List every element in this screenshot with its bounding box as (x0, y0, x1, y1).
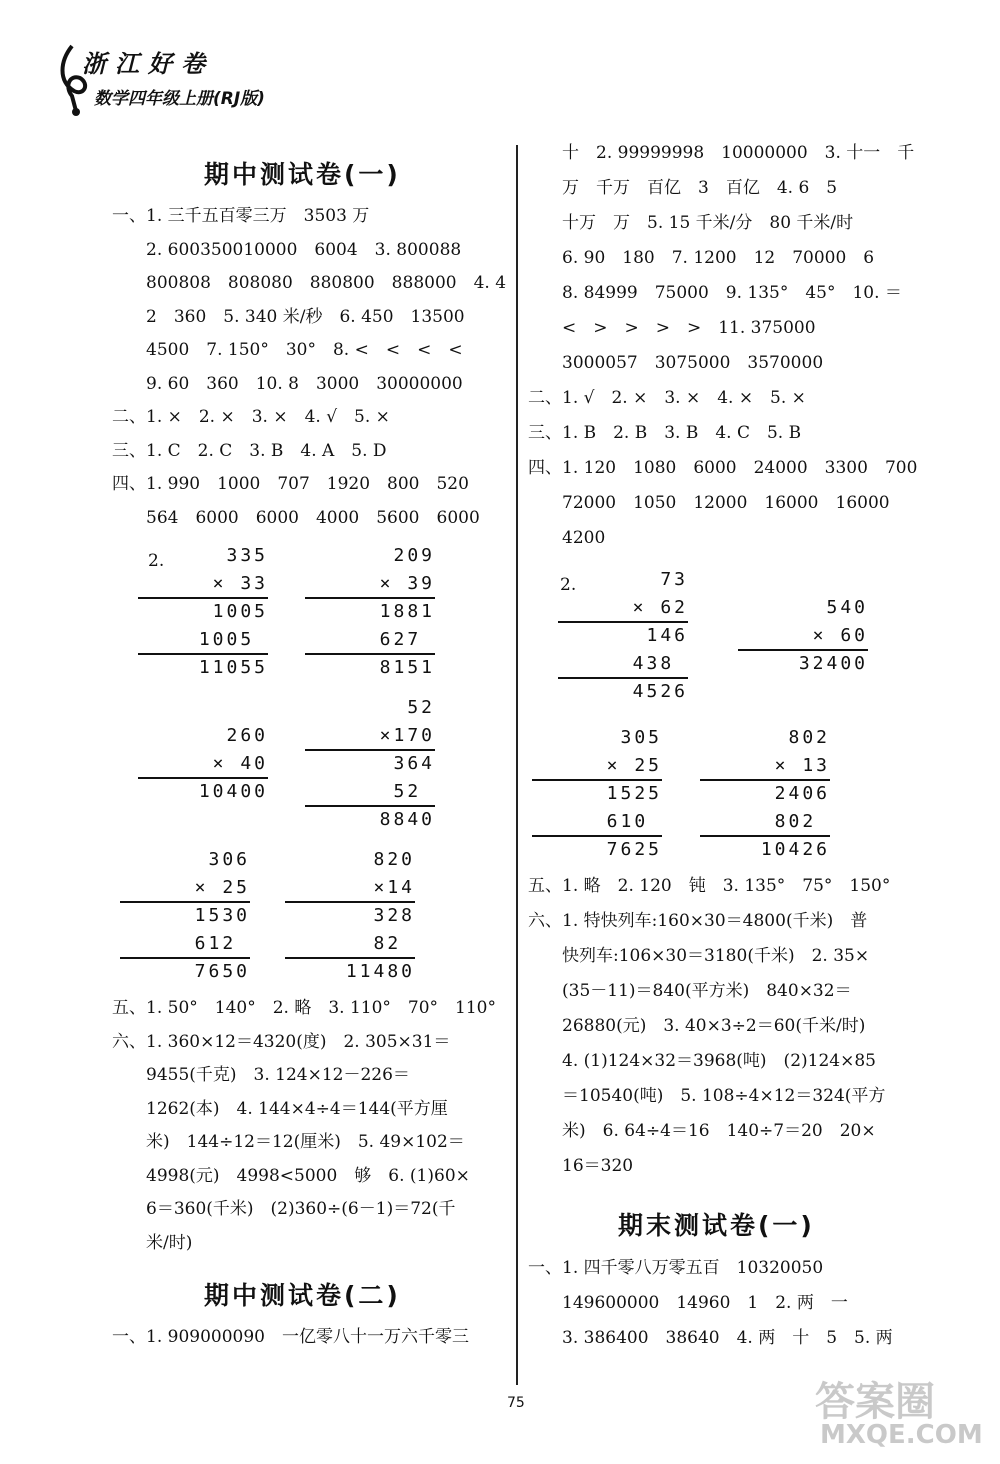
calc-row: × 39 (379, 573, 435, 594)
calc-row: × 25 (606, 755, 662, 776)
calc-row: 438 (632, 653, 688, 674)
vertical-multiplication (305, 694, 435, 834)
vertical-multiplication (120, 846, 250, 986)
calc-row: 146 (646, 625, 688, 646)
answer-line: 一、1. 909000090 一亿零八十一万六千零三 (112, 1327, 469, 1347)
calc-row: 7625 (606, 839, 662, 860)
answer-line: 564 6000 6000 4000 5600 6000 (146, 507, 480, 528)
answer-line: 米) 144÷12＝12(厘米) 5. 49×102＝ (146, 1132, 465, 1152)
calc-row: 32400 (798, 653, 868, 674)
answer-line: 四、1. 990 1000 707 1920 800 520 (112, 474, 469, 494)
vertical-multiplication (738, 594, 868, 678)
answer-line: 4200 (562, 528, 606, 548)
calc-row: 1005 (212, 601, 268, 622)
calc-row: 10426 (760, 839, 830, 860)
vertical-multiplication (138, 722, 268, 806)
calc-row: 1530 (194, 905, 250, 926)
item-label: 2. (148, 551, 165, 571)
answer-line: 万 千万 百亿 3 百亿 4. 6 5 (562, 178, 838, 198)
calc-row: 52 (407, 697, 435, 718)
answer-line: 3. 386400 38640 4. 两 十 5 5. 两 (562, 1328, 893, 1348)
calc-row: × 33 (212, 573, 268, 594)
calc-row: 1881 (379, 601, 435, 622)
calc-row: 10400 (198, 781, 268, 802)
answer-line: 4500 7. 150° 30° 8. < < < < (146, 340, 463, 360)
answer-line: 六、1. 360×12＝4320(度) 2. 305×31＝ (112, 1031, 451, 1052)
vertical-multiplication (532, 724, 662, 864)
answer-line: 十万 万 5. 15 千米/分 80 千米/时 (562, 213, 854, 233)
calc-row: 335 (226, 545, 268, 566)
answer-line: 三、1. B 2. B 3. B 4. C 5. B (528, 423, 802, 443)
answer-line: 8. 84999 75000 9. 135° 45° 10. ＝ (562, 283, 902, 303)
series-title: 浙江好卷 (82, 49, 214, 78)
vertical-multiplication (285, 846, 415, 986)
calc-row: 820 (373, 849, 415, 870)
column-divider (516, 145, 518, 1385)
answer-line: 十 2. 99999998 10000000 3. 十一 千 (562, 143, 915, 163)
calc-row: 306 (208, 849, 250, 870)
answer-line: 4. (1)124×32＝3968(吨) (2)124×85 (562, 1051, 876, 1071)
calc-row: 52 (393, 781, 435, 802)
answer-line: 米/时) (146, 1232, 193, 1253)
calc-row: 4526 (632, 681, 688, 702)
calc-row: 612 (194, 933, 250, 954)
calc-row: 1525 (606, 783, 662, 804)
vertical-multiplication (700, 724, 830, 864)
answer-line: 800808 808080 880800 888000 4. 4 (146, 273, 507, 293)
vertical-multiplication (558, 566, 688, 706)
section-title-final-1: 期末测试卷(一) (618, 1211, 815, 1240)
answer-line: 26880(元) 3. 40×3÷2＝60(千米/时) (562, 1016, 866, 1036)
calc-row: 305 (620, 727, 662, 748)
watermark-logo: 答案圈 (815, 1379, 935, 1425)
calc-row: 364 (393, 753, 435, 774)
calc-row: 260 (226, 725, 268, 746)
book-title: 数学四年级上册(RJ版) (94, 89, 265, 109)
answer-line: ＝10540(吨) 5. 108÷4×12＝324(平方 (562, 1086, 886, 1106)
answer-line: 4998(元) 4998<5000 够 6. (1)60× (146, 1165, 470, 1186)
calc-row: 209 (393, 545, 435, 566)
calc-row: 540 (826, 597, 868, 618)
page-number: 75 (507, 1395, 525, 1411)
calc-row: × 13 (774, 755, 830, 776)
answer-line: 2 360 5. 340 米/秒 6. 450 13500 (146, 306, 465, 327)
section-title-midterm-1: 期中测试卷(一) (204, 160, 401, 189)
answer-line: 6＝360(千米) (2)360÷(6－1)＝72(千 (146, 1199, 456, 1219)
answer-line: 9455(千克) 3. 124×12－226＝ (146, 1065, 410, 1085)
calc-row: 82 (373, 933, 415, 954)
answer-line: 六、1. 特快列车:160×30＝4800(千米) 普 (528, 911, 868, 931)
calc-row: 8151 (379, 657, 435, 678)
answer-line: 9. 60 360 10. 8 3000 30000000 (146, 373, 463, 394)
calc-row: 7650 (194, 961, 250, 982)
watermark-url: MXQE.COM (820, 1420, 983, 1450)
calc-row: 802 (774, 811, 830, 832)
answer-line: 一、1. 四千零八万零五百 10320050 (528, 1258, 824, 1278)
item-label: 2. (560, 575, 577, 595)
section-title-midterm-2: 期中测试卷(二) (204, 1281, 401, 1310)
calc-row: 802 (788, 727, 830, 748)
vertical-multiplication (138, 542, 268, 682)
answer-line: 3000057 3075000 3570000 (562, 353, 824, 373)
answer-line: 四、1. 120 1080 6000 24000 3300 700 (528, 458, 918, 478)
calc-row: 627 (379, 629, 435, 650)
calc-row: 8840 (379, 809, 435, 830)
answer-line: 米) 6. 64÷4＝16 140÷7＝20 20× (562, 1121, 876, 1141)
answer-line: 149600000 14960 1 2. 两 一 (562, 1293, 848, 1313)
calc-row: 2406 (774, 783, 830, 804)
calc-row: 11480 (345, 961, 415, 982)
answer-line: 16＝320 (562, 1156, 634, 1176)
calc-row: 610 (606, 811, 662, 832)
answer-line: (35－11)＝840(平方米) 840×32＝ (562, 981, 852, 1001)
answer-line: 五、1. 略 2. 120 钝 3. 135° 75° 150° (528, 876, 891, 896)
calc-row: 328 (373, 905, 415, 926)
vertical-multiplication (305, 542, 435, 682)
calc-row: × 25 (194, 877, 250, 898)
calc-row: 1005 (198, 629, 268, 650)
calc-row: 73 (660, 569, 688, 590)
answer-line: 二、1. √ 2. × 3. × 4. × 5. × (528, 388, 806, 408)
calc-row: × 62 (632, 597, 688, 618)
calc-row: × 60 (812, 625, 868, 646)
answer-line: 2. 600350010000 6004 3. 800088 (146, 239, 462, 260)
answer-line: 快列车:106×30＝3180(千米) 2. 35× (562, 946, 870, 966)
calc-row: ×170 (379, 725, 435, 746)
answer-line: 一、1. 三千五百零三万 3503 万 (112, 206, 370, 226)
answer-line: 1262(本) 4. 144×4÷4＝144(平方厘 (146, 1098, 448, 1119)
answer-line: 72000 1050 12000 16000 16000 (562, 493, 890, 513)
calc-row: × 40 (212, 753, 268, 774)
calc-row: 11055 (198, 657, 268, 678)
answer-line: < > > > > 11. 375000 (562, 318, 816, 338)
calc-row: ×14 (373, 877, 415, 898)
answer-line: 6. 90 180 7. 1200 12 70000 6 (562, 248, 875, 268)
answer-line: 二、1. × 2. × 3. × 4. √ 5. × (112, 407, 390, 427)
answer-line: 三、1. C 2. C 3. B 4. A 5. D (112, 440, 387, 461)
answer-line: 五、1. 50° 140° 2. 略 3. 110° 70° 110° (112, 998, 496, 1018)
